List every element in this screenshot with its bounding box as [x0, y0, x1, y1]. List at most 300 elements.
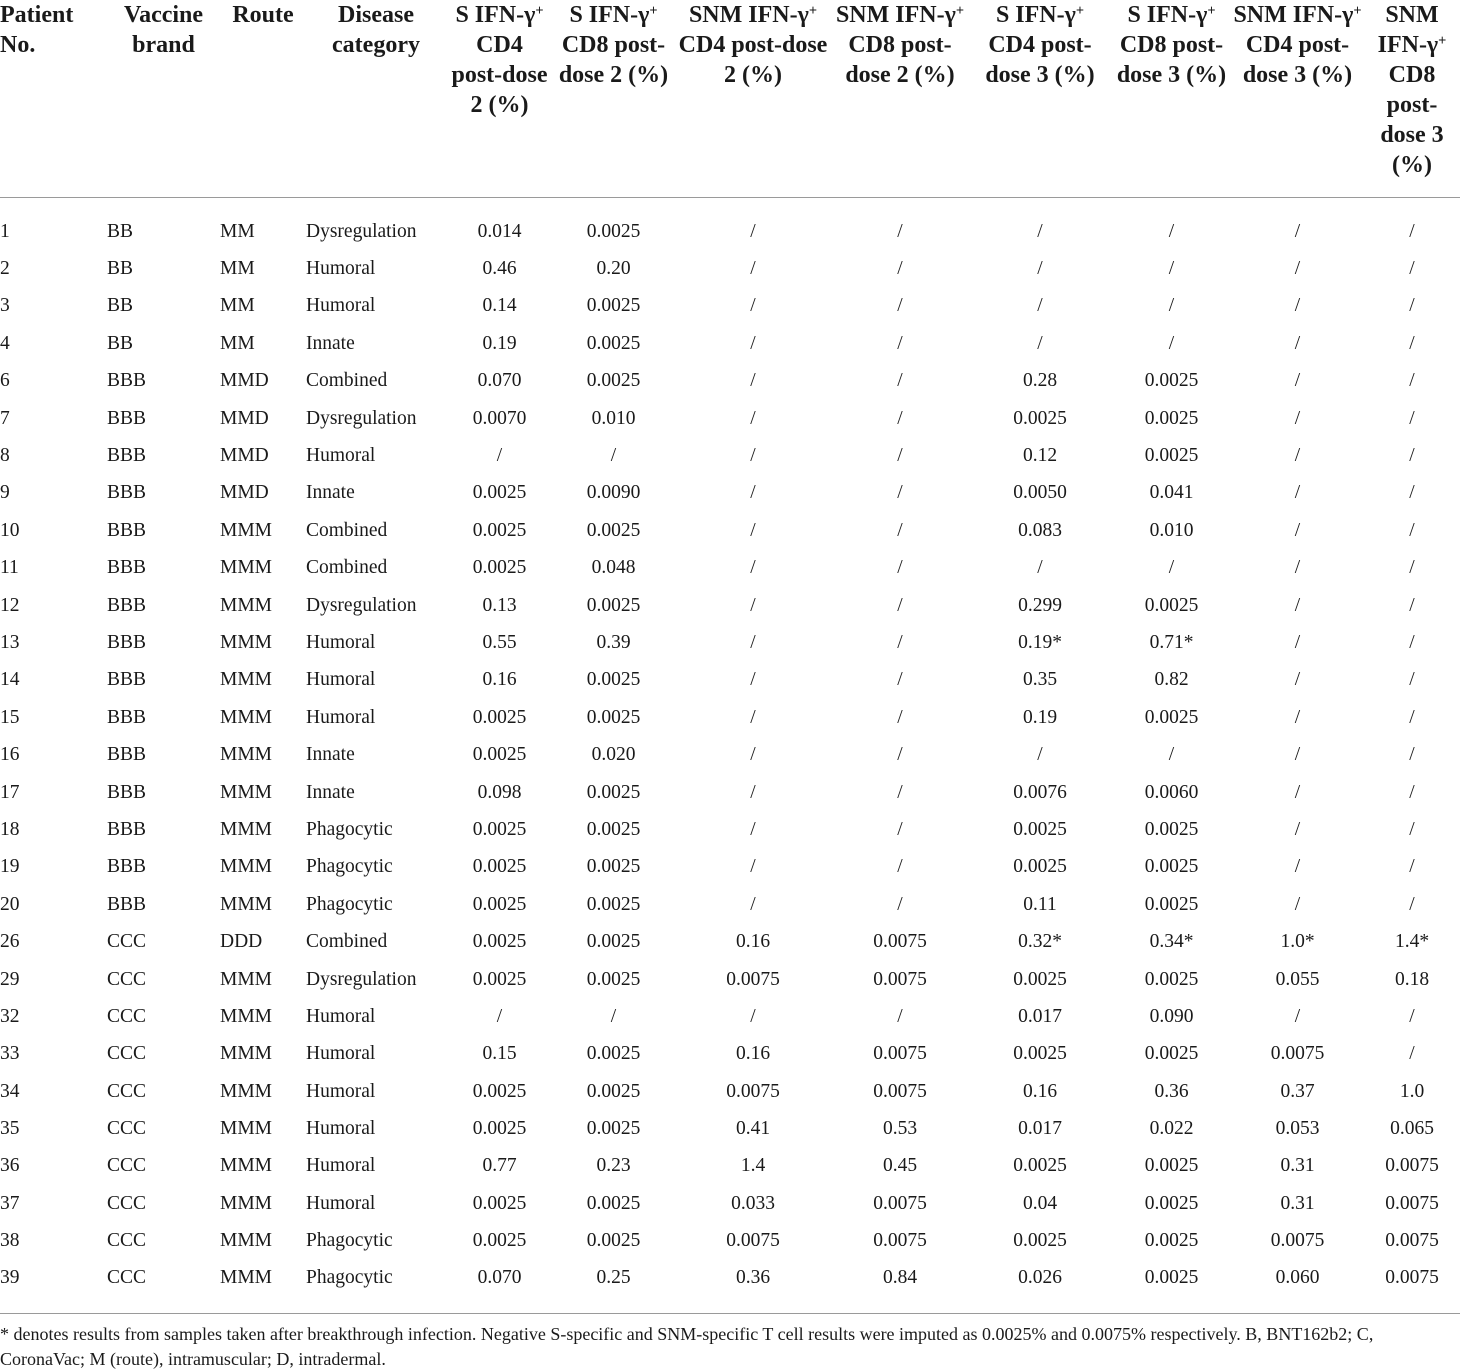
table-cell: /: [1409, 332, 1415, 354]
table-cell: 0.0025: [1013, 1155, 1067, 1177]
table-cell: 2: [0, 258, 10, 280]
table-cell: 0.0060: [1144, 781, 1199, 803]
table-cell: /: [897, 220, 903, 242]
table-cell: /: [1168, 220, 1175, 242]
table-row: [0, 1260, 1460, 1313]
column-header-superscript: +: [535, 2, 544, 19]
column-header: [832, 0, 968, 197]
table-cell: /: [750, 258, 756, 280]
table-cell: MMM: [220, 1043, 273, 1065]
table-cell: MMD: [220, 445, 269, 467]
column-header-text: SNM IFN-γ: [688, 2, 809, 28]
table-cell: /: [750, 332, 756, 354]
table-cell: Humoral: [306, 1118, 376, 1140]
table-cell: 0.0025: [586, 669, 641, 691]
table-cell: /: [750, 557, 756, 579]
table-cell: /: [1294, 706, 1301, 728]
table-cell: /: [750, 594, 756, 616]
table-cell: /: [610, 1005, 617, 1027]
table-cell: 0.0025: [586, 220, 641, 242]
table-cell: BBB: [107, 594, 147, 616]
table-cell: 26: [0, 931, 20, 953]
table-cell: CCC: [107, 1005, 147, 1027]
table-cell: 0.0025: [1013, 856, 1067, 878]
table-cell: Phagocytic: [306, 1230, 393, 1252]
table-footnote: * denotes results from samples taken after breakthrough infection. Negative S-specific and SNM-specific T cell results were imputed as 0.0025% and 0.0075% respectively. B, BNT162b2; C, CoronaVac; M (route), intramuscular; D, intradermal.: [0, 1323, 1374, 1369]
table-cell: 0.04: [1022, 1192, 1058, 1214]
table-cell: 0.299: [1018, 594, 1062, 616]
table-cell: 38: [0, 1230, 20, 1252]
table-cell: /: [1037, 557, 1043, 579]
table-cell: 0.0025: [586, 1230, 641, 1252]
table-cell: /: [750, 744, 756, 766]
table-cell: 1: [0, 220, 10, 242]
table-cell: /: [1409, 1043, 1415, 1065]
table-cell: Innate: [306, 744, 355, 766]
table-cell: Combined: [306, 931, 388, 953]
table-row: [0, 1223, 1460, 1260]
table-cell: Phagocytic: [306, 1267, 393, 1289]
table-cell: Phagocytic: [306, 893, 393, 915]
table-cell: 8: [0, 445, 10, 467]
table-cell: 0.0025: [472, 519, 527, 541]
table-cell: /: [1409, 258, 1415, 280]
table-cell: MMM: [220, 781, 273, 803]
table-cell: Phagocytic: [306, 818, 393, 840]
table-cell: 0.13: [482, 594, 517, 616]
table-cell: 0.0025: [586, 781, 641, 803]
table-cell: 20: [0, 893, 20, 915]
table-cell: 3: [0, 295, 10, 317]
table-cell: 0.065: [1390, 1118, 1434, 1140]
column-header-text: CD8 post-dose 3 (%): [1380, 62, 1444, 178]
table-cell: 34: [0, 1080, 20, 1102]
table-cell: 0.0075: [1385, 1155, 1439, 1177]
column-header-text: CD4 post-dose 2 (%): [451, 32, 548, 118]
table-cell: Dysregulation: [306, 220, 417, 242]
table-cell: 0.0025: [586, 968, 641, 990]
table-cell: CCC: [107, 1192, 147, 1214]
table-cell: 13: [0, 631, 20, 653]
table-cell: /: [1294, 893, 1301, 915]
table-cell: 0.0025: [1144, 1155, 1199, 1177]
table-cell: Phagocytic: [306, 856, 393, 878]
table-cell: 0.20: [596, 258, 631, 280]
table-cell: /: [750, 631, 756, 653]
table-cell: Humoral: [306, 631, 376, 653]
table-row: [0, 1110, 1460, 1147]
table-cell: /: [750, 220, 756, 242]
table-cell: /: [1168, 295, 1175, 317]
table-cell: MMD: [220, 407, 269, 429]
column-header-text: CD4 post-dose 3 (%): [985, 32, 1095, 88]
table-cell: 0.0075: [1270, 1043, 1325, 1065]
table-cell: 0.46: [482, 258, 517, 280]
table-cell: 0.083: [1018, 519, 1062, 541]
table-cell: MMM: [220, 856, 273, 878]
table-cell: /: [1294, 594, 1301, 616]
table-cell: 4: [0, 332, 10, 354]
table-row: [0, 475, 1460, 512]
table-cell: /: [897, 332, 903, 354]
table-cell: 0.0025: [1144, 445, 1199, 467]
table-cell: 0.0075: [873, 968, 927, 990]
table-cell: MMD: [220, 370, 269, 392]
table-cell: /: [1409, 407, 1415, 429]
table-cell: 0.0075: [873, 1192, 927, 1214]
table-cell: /: [897, 856, 903, 878]
table-cell: 16: [0, 744, 20, 766]
table-cell: 0.0075: [1385, 1230, 1439, 1252]
table-cell: /: [1294, 295, 1301, 317]
table-cell: 0.0025: [472, 968, 527, 990]
column-header-text: S IFN-γ: [995, 2, 1076, 28]
table-cell: /: [897, 482, 903, 504]
table-cell: /: [750, 407, 756, 429]
table-cell: 1.0: [1399, 1080, 1425, 1102]
table-cell: MMM: [220, 706, 273, 728]
table-cell: MMM: [220, 557, 273, 579]
table-cell: 35: [0, 1118, 20, 1140]
table-cell: 0.0025: [1144, 893, 1199, 915]
table-cell: /: [897, 818, 903, 840]
table-cell: /: [1409, 220, 1415, 242]
table-cell: /: [750, 893, 756, 915]
column-header-superscript: +: [649, 2, 658, 19]
table-cell: BBB: [107, 445, 147, 467]
table-cell: /: [1294, 482, 1301, 504]
table-cell: 0.32*: [1018, 931, 1062, 953]
column-header: [306, 0, 446, 197]
table-cell: 0.0075: [873, 1080, 927, 1102]
table-cell: Humoral: [306, 1005, 376, 1027]
column-header: [674, 0, 832, 197]
table-cell: Dysregulation: [306, 407, 417, 429]
table-cell: 0.022: [1149, 1118, 1194, 1140]
table-cell: BBB: [107, 893, 147, 915]
table-cell: 0.0025: [472, 818, 527, 840]
column-header: [1112, 0, 1231, 197]
table-cell: 0.34*: [1149, 931, 1194, 953]
table-cell: 0.0025: [472, 744, 527, 766]
table-cell: MMM: [220, 1155, 273, 1177]
table-cell: 0.0075: [726, 1230, 780, 1252]
table-cell: BBB: [107, 482, 147, 504]
table-cell: BBB: [107, 818, 147, 840]
table-cell: 0.0075: [1385, 1192, 1439, 1214]
table-cell: 0.55: [482, 631, 517, 653]
table-cell: 0.16: [735, 931, 771, 953]
table-cell: 0.048: [591, 557, 636, 579]
table-cell: /: [750, 669, 756, 691]
table-cell: 0.0025: [1013, 1043, 1067, 1065]
table-cell: 0.36: [1154, 1080, 1189, 1102]
table-cell: /: [750, 856, 756, 878]
table-cell: 0.0025: [586, 519, 641, 541]
table-cell: BBB: [107, 557, 147, 579]
table-cell: 0.0025: [586, 1043, 641, 1065]
table-cell: 36: [0, 1155, 20, 1177]
table-row: [0, 512, 1460, 549]
table-cell: 0.0025: [1144, 818, 1199, 840]
table-cell: /: [1294, 407, 1301, 429]
table-cell: 14: [0, 669, 20, 691]
column-header-text: CD8 post-dose 2 (%): [845, 32, 955, 88]
table-cell: 0.0025: [1144, 968, 1199, 990]
table-cell: /: [1168, 258, 1175, 280]
table-cell: 0.0025: [586, 332, 641, 354]
table-cell: Combined: [306, 370, 388, 392]
table-cell: /: [750, 519, 756, 541]
table-row: [0, 325, 1460, 362]
table-body: [0, 197, 1460, 1313]
table-cell: 0.041: [1149, 482, 1194, 504]
table-cell: 0.36: [735, 1267, 771, 1289]
table-cell: BB: [107, 295, 134, 317]
table-cell: 6: [0, 370, 10, 392]
table-cell: /: [1409, 519, 1415, 541]
table-cell: /: [1037, 744, 1043, 766]
table-cell: /: [1409, 631, 1415, 653]
table-cell: 0.0025: [1013, 1230, 1067, 1252]
table-cell: 17: [0, 781, 20, 803]
table-cell: 0.0025: [472, 1230, 527, 1252]
column-header-superscript: +: [1207, 2, 1216, 19]
table-cell: /: [1409, 744, 1415, 766]
table-cell: /: [1409, 818, 1415, 840]
table-cell: 0.0070: [472, 407, 527, 429]
table-cell: /: [750, 370, 756, 392]
table-cell: 0.060: [1275, 1267, 1320, 1289]
table-cell: MMD: [220, 482, 269, 504]
table-cell: 7: [0, 407, 10, 429]
table-cell: 0.16: [735, 1043, 771, 1065]
table-cell: Dysregulation: [306, 968, 417, 990]
table-cell: /: [1409, 781, 1415, 803]
table-cell: /: [897, 706, 903, 728]
table-row: [0, 736, 1460, 773]
table-row: [0, 1036, 1460, 1073]
table-cell: 0.0076: [1013, 781, 1067, 803]
table-cell: MM: [220, 258, 255, 280]
table-cell: 32: [0, 1005, 20, 1027]
table-cell: 0.0025: [1144, 1267, 1199, 1289]
table-cell: 0.19: [482, 332, 517, 354]
table-cell: 0.0090: [586, 482, 641, 504]
table-cell: DDD: [220, 931, 263, 953]
table-cell: 1.4: [740, 1155, 766, 1177]
table-cell: MMM: [220, 1080, 273, 1102]
table-cell: MMM: [220, 669, 273, 691]
table-header: [0, 0, 1460, 197]
table-cell: 0.0025: [1144, 1043, 1199, 1065]
table-cell: 0.0025: [472, 893, 527, 915]
table-cell: 19: [0, 856, 20, 878]
table-cell: /: [1294, 1005, 1301, 1027]
column-header-superscript: +: [1075, 2, 1085, 19]
column-header-text: CD8 post-dose 2 (%): [558, 32, 669, 88]
table-cell: 0.0025: [1013, 818, 1067, 840]
table-cell: 0.055: [1275, 968, 1320, 990]
table-cell: /: [750, 482, 756, 504]
table-cell: 0.0025: [586, 1080, 641, 1102]
table-cell: CCC: [107, 1155, 147, 1177]
table-cell: 0.0025: [586, 370, 641, 392]
column-header-superscript: +: [1438, 32, 1447, 49]
column-header-text: Route: [232, 2, 294, 28]
table-cell: BBB: [107, 744, 147, 766]
table-cell: 0.37: [1280, 1080, 1315, 1102]
table-cell: /: [1294, 856, 1301, 878]
table-cell: BBB: [107, 781, 147, 803]
table-cell: 11: [0, 557, 19, 579]
table-cell: MMM: [220, 594, 273, 616]
table-cell: /: [1037, 258, 1043, 280]
table-cell: 0.033: [731, 1192, 775, 1214]
table-row: [0, 662, 1460, 699]
column-header-text: CD8 post-dose 3 (%): [1116, 32, 1227, 88]
column-header-text: CD4 post-dose 2 (%): [678, 32, 828, 88]
table-cell: /: [750, 706, 756, 728]
table-cell: /: [897, 893, 903, 915]
table-cell: /: [1409, 594, 1415, 616]
table-cell: 0.0025: [1144, 1192, 1199, 1214]
column-header-text: CD4 post-dose 3 (%): [1242, 32, 1353, 88]
table-cell: 1.0*: [1280, 931, 1315, 953]
table-cell: 0.0025: [472, 1080, 527, 1102]
table-cell: /: [1168, 557, 1175, 579]
table-cell: 0.0025: [586, 856, 641, 878]
table-cell: 0.053: [1275, 1118, 1320, 1140]
table-row: [0, 197, 1460, 250]
table-cell: /: [897, 258, 903, 280]
table-cell: 0.0025: [472, 931, 527, 953]
table-cell: BBB: [107, 407, 147, 429]
table-cell: MMM: [220, 631, 273, 653]
table-cell: Humoral: [306, 1155, 376, 1177]
table-cell: 0.0025: [586, 1192, 641, 1214]
table-cell: 0.017: [1018, 1005, 1062, 1027]
table-cell: /: [1294, 445, 1301, 467]
table-cell: 0.19: [1022, 706, 1058, 728]
table-cell: 0.0025: [1144, 706, 1199, 728]
table-cell: BB: [107, 220, 134, 242]
table-cell: CCC: [107, 931, 147, 953]
column-header: [446, 0, 553, 197]
table-row: [0, 437, 1460, 474]
table-cell: 0.0025: [472, 1192, 527, 1214]
table-row: [0, 961, 1460, 998]
table-cell: MMM: [220, 1192, 273, 1214]
table-cell: /: [897, 519, 903, 541]
table-cell: BBB: [107, 856, 147, 878]
table-cell: 0.35: [1022, 669, 1058, 691]
table-cell: 0.017: [1018, 1118, 1062, 1140]
table-cell: /: [1037, 332, 1043, 354]
table-cell: 0.020: [591, 744, 636, 766]
table-cell: /: [610, 445, 617, 467]
table-cell: MMM: [220, 1230, 273, 1252]
table-cell: /: [897, 631, 903, 653]
table-cell: MM: [220, 220, 255, 242]
table-cell: MM: [220, 295, 255, 317]
table-cell: BB: [107, 258, 134, 280]
table-cell: MMM: [220, 1267, 273, 1289]
table-cell: /: [1409, 445, 1415, 467]
table-cell: 0.0025: [1013, 968, 1067, 990]
table-cell: 33: [0, 1043, 20, 1065]
table-cell: /: [1294, 519, 1301, 541]
table-cell: BBB: [107, 370, 147, 392]
table-cell: 0.77: [482, 1155, 517, 1177]
table-cell: /: [1294, 557, 1301, 579]
column-header-text: S IFN-γ: [1127, 2, 1208, 28]
table-cell: 0.82: [1154, 669, 1189, 691]
table-cell: Humoral: [306, 445, 376, 467]
table-cell: Combined: [306, 519, 388, 541]
table-cell: 0.0075: [873, 931, 927, 953]
table-cell: /: [1294, 370, 1301, 392]
header-row: [0, 0, 1460, 197]
table-cell: 12: [0, 594, 20, 616]
table-cell: /: [897, 1005, 903, 1027]
table-cell: 0.12: [1022, 445, 1058, 467]
column-header: [1364, 0, 1460, 197]
table-cell: 0.14: [482, 295, 517, 317]
table-cell: 0.070: [477, 370, 522, 392]
table-cell: 0.71*: [1149, 631, 1194, 653]
table-cell: /: [1168, 332, 1175, 354]
table-cell: 0.0025: [1144, 856, 1199, 878]
table-cell: /: [1294, 631, 1301, 653]
table-cell: /: [1294, 818, 1301, 840]
table-cell: /: [897, 295, 903, 317]
table-cell: /: [1168, 744, 1175, 766]
table-cell: 0.23: [596, 1155, 631, 1177]
table-cell: /: [1409, 669, 1415, 691]
table-row: [0, 923, 1460, 960]
table-row: [0, 1148, 1460, 1185]
table-cell: 0.53: [882, 1118, 918, 1140]
table-cell: 0.0025: [1013, 407, 1067, 429]
table-cell: /: [1294, 744, 1301, 766]
column-header-text: S IFN-γ: [455, 2, 536, 28]
column-header-superscript: +: [808, 2, 818, 19]
table-cell: 0.070: [477, 1267, 522, 1289]
table-cell: 0.014: [477, 220, 522, 242]
table-cell: MMM: [220, 1005, 273, 1027]
table-cell: Dysregulation: [306, 594, 417, 616]
table-cell: Innate: [306, 482, 355, 504]
table-cell: 0.0025: [1144, 407, 1199, 429]
table-cell: /: [750, 818, 756, 840]
table-cell: Innate: [306, 332, 355, 354]
column-header: [0, 0, 107, 197]
table-cell: Humoral: [306, 1043, 376, 1065]
table-cell: 0.0075: [726, 968, 780, 990]
table-cell: 0.0075: [726, 1080, 780, 1102]
table-cell: Humoral: [306, 295, 376, 317]
table-row: [0, 998, 1460, 1035]
table-cell: 1.4*: [1394, 931, 1430, 953]
table-row: [0, 250, 1460, 287]
table-cell: 0.0025: [586, 295, 641, 317]
table-cell: /: [1294, 258, 1301, 280]
table-cell: 0.090: [1149, 1005, 1194, 1027]
table-cell: BBB: [107, 631, 147, 653]
table-cell: 0.010: [591, 407, 636, 429]
table-cell: MMM: [220, 1118, 273, 1140]
